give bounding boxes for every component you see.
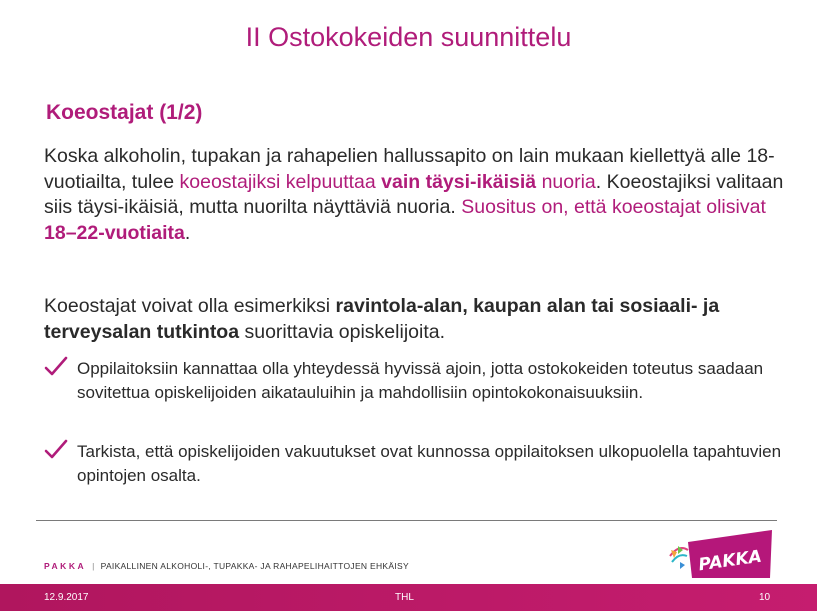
p2-text-1: Koeostajat voivat olla esimerkiksi: [44, 295, 336, 317]
p1-highlight-bold-2: 18–22-vuotiaita: [44, 221, 185, 244]
footer-brand: [44, 561, 409, 571]
p1-text-2: . Koeostajiksi valitaan siis täysi-ikäisiä, mutta nuorilta näyttäviä nuoria.: [44, 170, 784, 218]
footer-org: THL: [395, 592, 414, 603]
p2-bold: ravintola-alan, kaupan alan tai sosiaali- ja terveysalan tutkintoa: [44, 295, 720, 343]
p1-text-1: Koska alkoholin, tupakan ja rahapelien hallussapito on lain mukaan kiellettyä alle 18-vuotiailta, tulee: [44, 145, 775, 193]
bottom-bar: [0, 584, 817, 611]
bullet-item: [44, 357, 784, 405]
checkmark-icon: [44, 438, 68, 462]
p1-highlight-2: nuoria: [536, 170, 596, 193]
footer-divider: [36, 520, 777, 521]
pakka-logo: [668, 528, 776, 580]
p2-text-2: suorittavia opiskelijoita.: [239, 320, 446, 343]
intro-paragraph: [44, 144, 784, 246]
brand-tagline: PAIKALLINEN ALKOHOLI-, TUPAKKA- JA RAHAPELIHAITTOJEN EHKÄISY: [100, 561, 409, 571]
slide-title: II Ostokokeiden suunnittelu: [245, 22, 572, 52]
checkmark-icon: [44, 355, 68, 379]
bullet-text: Tarkista, että opiskelijoiden vakuutukset ovat kunnossa oppilaitoksen ulkopuolella tapahtuvien opintojen osalta.: [77, 442, 782, 485]
p1-highlight-1: koeostajiksi kelpuuttaa: [179, 170, 382, 193]
examples-paragraph: [44, 294, 784, 345]
footer-date: 12.9.2017: [44, 592, 89, 603]
brand-word: PAKKA: [44, 561, 87, 571]
page-number: 10: [759, 592, 771, 603]
p1-text-3: .: [184, 221, 191, 244]
section-subheading: Koeostajat (1/2): [46, 101, 203, 124]
p1-highlight-bold-1: vain täysi-ikäisiä: [381, 170, 537, 193]
brand-separator: |: [92, 561, 95, 571]
logo-text: PAKKA: [697, 546, 764, 576]
bullet-item: [44, 440, 784, 488]
bullet-text: Oppilaitoksiin kannattaa olla yhteydessä hyvissä ajoin, jotta ostokokeiden toteutus saadaan sovitettua opiskelijoiden aikatauluihin ja mahdollisiin opintokokonaisuuksiin.: [77, 359, 764, 402]
p1-highlight-3: Suositus on, että koeostajat olisivat: [461, 196, 766, 218]
